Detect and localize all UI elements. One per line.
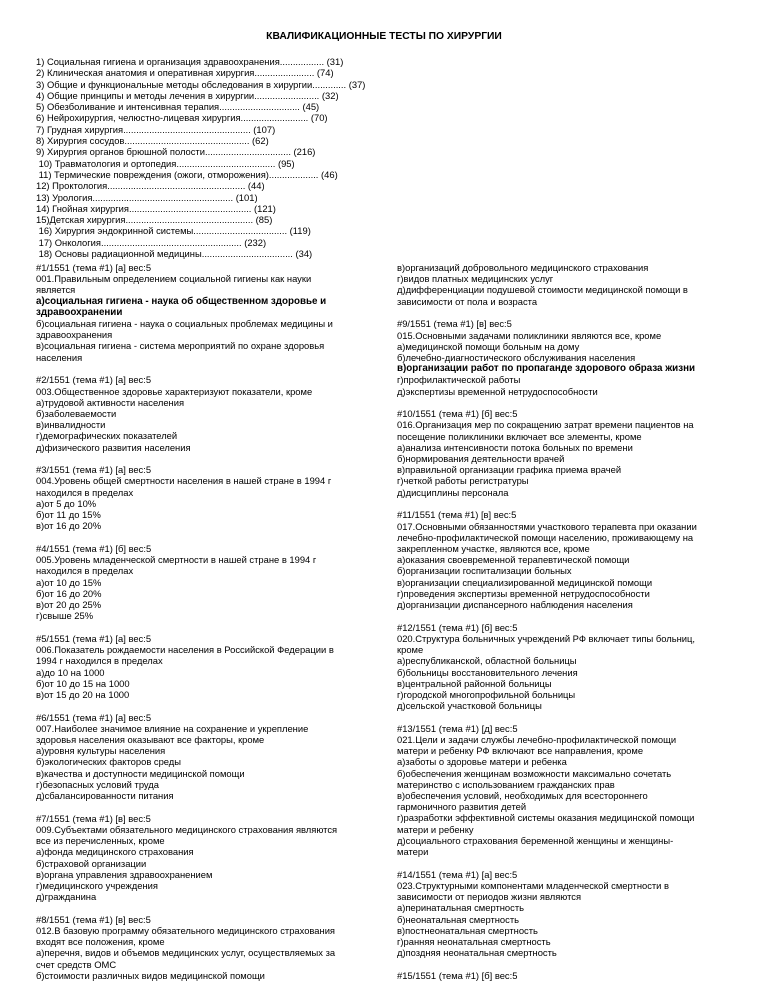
toc-entry: 8) Хирургия сосудов................................................ (62) (36, 135, 269, 147)
question-line: #6/1551 (тема #1) [а] вес:5 (36, 711, 152, 723)
question-block (36, 813, 372, 903)
question-line: а)оказания своевременной терапевтической помощи (397, 554, 630, 566)
question-line: в)органа управления здравоохранением (36, 868, 213, 880)
question-line: материнство с использованием гражданских прав (397, 778, 615, 790)
question-line: матери и ребенку (397, 823, 474, 835)
question-line: 015.Основными задачами поликлиники являются все, кроме (397, 329, 662, 341)
question-line: д)организации диспансерного наблюдения населения (397, 598, 633, 610)
question-block (397, 318, 733, 396)
question-line: лечебно-профилактической помощи населению, проживающему на (397, 531, 694, 543)
question-line: д)сельской участковой больницы (397, 700, 542, 712)
table-of-contents (36, 56, 736, 259)
question-block (397, 869, 733, 959)
question-line: в)обеспечения условий, необходимых для всестороннего (397, 790, 648, 802)
question-line: #3/1551 (тема #1) [а] вес:5 (36, 464, 152, 476)
question-line: г)медицинского учреждения (36, 879, 158, 891)
question-line: #12/1551 (тема #1) [б] вес:5 (397, 621, 518, 633)
question-line: счет средств ОМС (36, 958, 117, 970)
toc-entry: 7) Грудная хирургия................................................. (107) (36, 123, 276, 135)
question-line: #10/1551 (тема #1) [б] вес:5 (397, 408, 518, 420)
question-block (36, 914, 372, 981)
question-line: б)от 16 до 20% (36, 587, 102, 599)
question-block (397, 262, 733, 307)
question-line: в)организаций добровольного медицинского страхования (397, 262, 649, 273)
question-line: является (36, 284, 76, 296)
toc-entry: 13) Урология...................................................... (101) (36, 191, 258, 203)
question-line: в)правильной организации графика приема врачей (397, 464, 622, 476)
question-line: д)экспертизы временной нетрудоспособности (397, 385, 598, 397)
question-line: #2/1551 (тема #1) [а] вес:5 (36, 374, 152, 386)
question-line: зависимости от периодов жизни являются (397, 891, 582, 903)
question-line: 006.Показатель рождаемости населения в Российской Федерации в (36, 644, 334, 656)
question-line: #11/1551 (тема #1) [в] вес:5 (397, 509, 517, 521)
question-line: закрепленном участке, являются все, кроме (397, 542, 590, 554)
question-block (36, 464, 372, 531)
question-line: 017.Основными обязанностями участкового терапевта при оказании (397, 520, 697, 532)
question-line: 1994 г находился в пределах (36, 655, 163, 667)
question-line: в)центральной районной больницы (397, 677, 552, 689)
question-line: д)социального страхования беременной женщины и женщины- (397, 834, 674, 846)
question-line: #7/1551 (тема #1) [в] вес:5 (36, 812, 151, 824)
question-line: посещение поликлиники включает все элементы, кроме (397, 430, 642, 442)
question-line: д)поздняя неонатальная смертность (397, 947, 557, 959)
question-line: 004.Уровень общей смертности населения в нашей стране в 1994 г (36, 475, 332, 487)
question-line: 023.Структурными компонентами младенческой смертности в (397, 879, 670, 891)
question-line: матери (397, 846, 429, 858)
question-line: 003.Общественное здоровье характеризуют показатели, кроме (36, 385, 313, 397)
question-line: 005.Уровень младенческой смертности в нашей стране в 1994 г (36, 554, 317, 566)
toc-entry: 11) Термические повреждения (ожоги, отморожения)................... (46) (36, 168, 338, 180)
questions-left-column (36, 262, 372, 993)
question-line: б)социальная гигиена - наука о социальных проблемах медицины и (36, 318, 333, 330)
toc-entry: 3) Общие и функциональные методы обследования в хирургии............. (37) (36, 78, 366, 90)
question-block (36, 262, 372, 363)
question-line: б)лечебно-диагностического обслуживания населения (397, 351, 636, 363)
question-line: д)сбалансированности питания (36, 790, 174, 802)
question-line: г)свыше 25% (36, 610, 94, 622)
question-line: д)дисциплины персонала (397, 486, 509, 498)
question-block (397, 723, 733, 857)
question-line: гармоничного развития детей (397, 801, 527, 813)
question-line: а)до 10 на 1000 (36, 666, 105, 678)
question-line: 020.Структура больничных учреждений РФ включает типы больниц, (397, 632, 696, 644)
question-line: 001.Правильным определением социальной гигиены как науки (36, 273, 312, 285)
document-title: КВАЛИФИКАЦИОННЫЕ ТЕСТЫ ПО ХИРУРГИИ (266, 31, 502, 42)
question-line: г)безопасных условий труда (36, 778, 159, 790)
question-line: 016.Организация мер по сокращению затрат времени пациентов на (397, 419, 694, 431)
question-line: в)от 20 до 25% (36, 598, 102, 610)
question-line: б)обеспечения женщинам возможности максимально сочетать (397, 767, 672, 779)
question-line: а)заботы о здоровье матери и ребенка (397, 756, 567, 768)
question-block (397, 509, 733, 610)
toc-entry: 15)Детская хирургия................................................. (85) (36, 214, 273, 226)
question-line: в)от 15 до 20 на 1000 (36, 688, 130, 700)
question-line: б)от 11 до 15% (36, 509, 101, 521)
question-line: д)физического развития населения (36, 441, 191, 453)
toc-entry: 18) Основы радиационной медицины................................... (34) (36, 248, 313, 260)
question-line: #5/1551 (тема #1) [а] вес:5 (36, 632, 152, 644)
question-line: все из перечисленных, кроме (36, 835, 165, 847)
question-line: #1/1551 (тема #1) [а] вес:5 (36, 262, 152, 273)
correct-answer-line: здравоохранении (36, 306, 123, 318)
question-line: в)социальная гигиена - система мероприятий по охране здоровья (36, 340, 325, 352)
toc-entry: 4) Общие принципы и методы лечения в хирургии......................... (32) (36, 89, 339, 101)
toc-entry: 6) Нейрохирургия, челюстно-лицевая хирургия.......................... (70) (36, 112, 328, 124)
question-line: #9/1551 (тема #1) [в] вес:5 (397, 318, 512, 330)
question-block (397, 408, 733, 498)
question-line: г)видов платных медицинских услуг (397, 273, 554, 285)
question-line: г)разработки эффективной системы оказания медицинской помощи (397, 812, 695, 824)
question-line: а)уровня культуры населения (36, 745, 166, 757)
toc-entry: 14) Гнойная хирургия............................................... (121) (36, 202, 276, 214)
question-line: находился в пределах (36, 565, 134, 577)
question-line: в)инвалидности (36, 419, 106, 431)
question-line: в)от 16 до 20% (36, 520, 102, 532)
question-line: а)от 10 до 15% (36, 576, 102, 588)
question-line: #15/1551 (тема #1) [б] вес:5 (397, 969, 518, 981)
question-line: б)нормирования деятельности врачей (397, 453, 565, 465)
question-line: г)городской многопрофильной больницы (397, 688, 576, 700)
question-block (36, 374, 372, 452)
question-block (36, 633, 372, 700)
question-line: б)страховой организации (36, 857, 147, 869)
questions-right-column (397, 262, 733, 993)
question-line: б)заболеваемости (36, 407, 117, 419)
question-line: б)экологических факторов среды (36, 756, 182, 768)
question-block (36, 543, 372, 621)
question-block (397, 622, 733, 712)
question-line: #8/1551 (тема #1) [в] вес:5 (36, 913, 151, 925)
correct-answer-line: а)социальная гигиена - наука об общественном здоровье и (36, 295, 327, 307)
question-line: а)перинатальная смертность (397, 902, 524, 914)
question-line: зависимости от пола и возраста (397, 295, 538, 307)
toc-entry: 9) Хирургия органов брюшной полости................................. (216) (36, 146, 316, 158)
question-line: а)перечня, видов и объемов медицинских услуг, осуществляемых за (36, 947, 336, 959)
question-block (397, 970, 733, 981)
question-line: матери и ребенку РФ включают все направления, кроме (397, 745, 644, 757)
question-line: #14/1551 (тема #1) [а] вес:5 (397, 868, 518, 880)
question-line: находился в пределах (36, 486, 134, 498)
question-line: а)республиканской, областной больницы (397, 655, 577, 667)
question-line: б)больницы восстановительного лечения (397, 666, 578, 678)
question-line: здравоохранения (36, 329, 113, 341)
toc-entry: 2) Клиническая анатомия и оперативная хирургия....................... (74) (36, 67, 334, 79)
question-line: г)профилактической работы (397, 374, 521, 386)
question-line: д)гражданина (36, 891, 97, 903)
question-block (36, 712, 372, 802)
toc-entry: 12) Проктология..................................................... (44) (36, 180, 265, 192)
question-line: здоровья населения оказывают все факторы, кроме (36, 734, 265, 746)
question-line: г)четкой работы регистратуры (397, 475, 529, 487)
question-line: г)проведения экспертизы временной нетрудоспособности (397, 587, 650, 599)
question-line: б)организации госпитализации больных (397, 565, 572, 577)
question-line: а)трудовой активности населения (36, 396, 185, 408)
question-line: 021.Цели и задачи службы лечебно-профилактической помощи (397, 734, 677, 746)
question-line: в)организации специализированной медицинской помощи (397, 576, 653, 588)
question-line: б)неонатальная смертность (397, 913, 520, 925)
toc-entry: 5) Обезболивание и интенсивная терапия............................... (45) (36, 101, 320, 113)
question-line: д)дифференциации подушевой стоимости медицинской помощи в (397, 284, 688, 296)
toc-entry: 1) Социальная гигиена и организация здравоохранения................. (31) (36, 56, 344, 67)
question-line: г)демографических показателей (36, 430, 178, 442)
correct-answer-line: в)организации работ по пропаганде здорового образа жизни (397, 363, 696, 375)
question-line: б)от 10 до 15 на 1000 (36, 677, 130, 689)
question-line: #4/1551 (тема #1) [б] вес:5 (36, 542, 152, 554)
question-line: а)анализа интенсивности потока больных по времени (397, 441, 633, 453)
question-line: а)медицинской помощи больным на дому (397, 340, 580, 352)
toc-entry: 16) Хирургия эндокринной системы.................................... (119) (36, 225, 311, 237)
question-line: #13/1551 (тема #1) [д] вес:5 (397, 722, 518, 734)
question-line: в)качества и доступности медицинской помощи (36, 767, 245, 779)
question-line: 012.В базовую программу обязательного медицинского страхования (36, 925, 336, 937)
question-line: в)постнеонатальная смертность (397, 924, 538, 936)
question-line: а)фонда медицинского страхования (36, 846, 194, 858)
question-line: 007.Наиболее значимое влияние на сохранение и укрепление (36, 722, 309, 734)
question-line: 009.Субъектами обязательного медицинского страхования являются (36, 823, 338, 835)
question-line: а)от 5 до 10% (36, 497, 97, 509)
question-line: входят все положения, кроме (36, 936, 165, 948)
toc-entry: 10) Травматология и ортопедия...................................... (95) (36, 157, 295, 169)
question-line: кроме (397, 644, 424, 656)
question-line: б)стоимости различных видов медицинской помощи (36, 969, 265, 981)
toc-entry: 17) Онкология...................................................... (232) (36, 236, 267, 248)
question-line: населения (36, 351, 83, 363)
question-line: г)ранняя неонатальная смертность (397, 935, 551, 947)
